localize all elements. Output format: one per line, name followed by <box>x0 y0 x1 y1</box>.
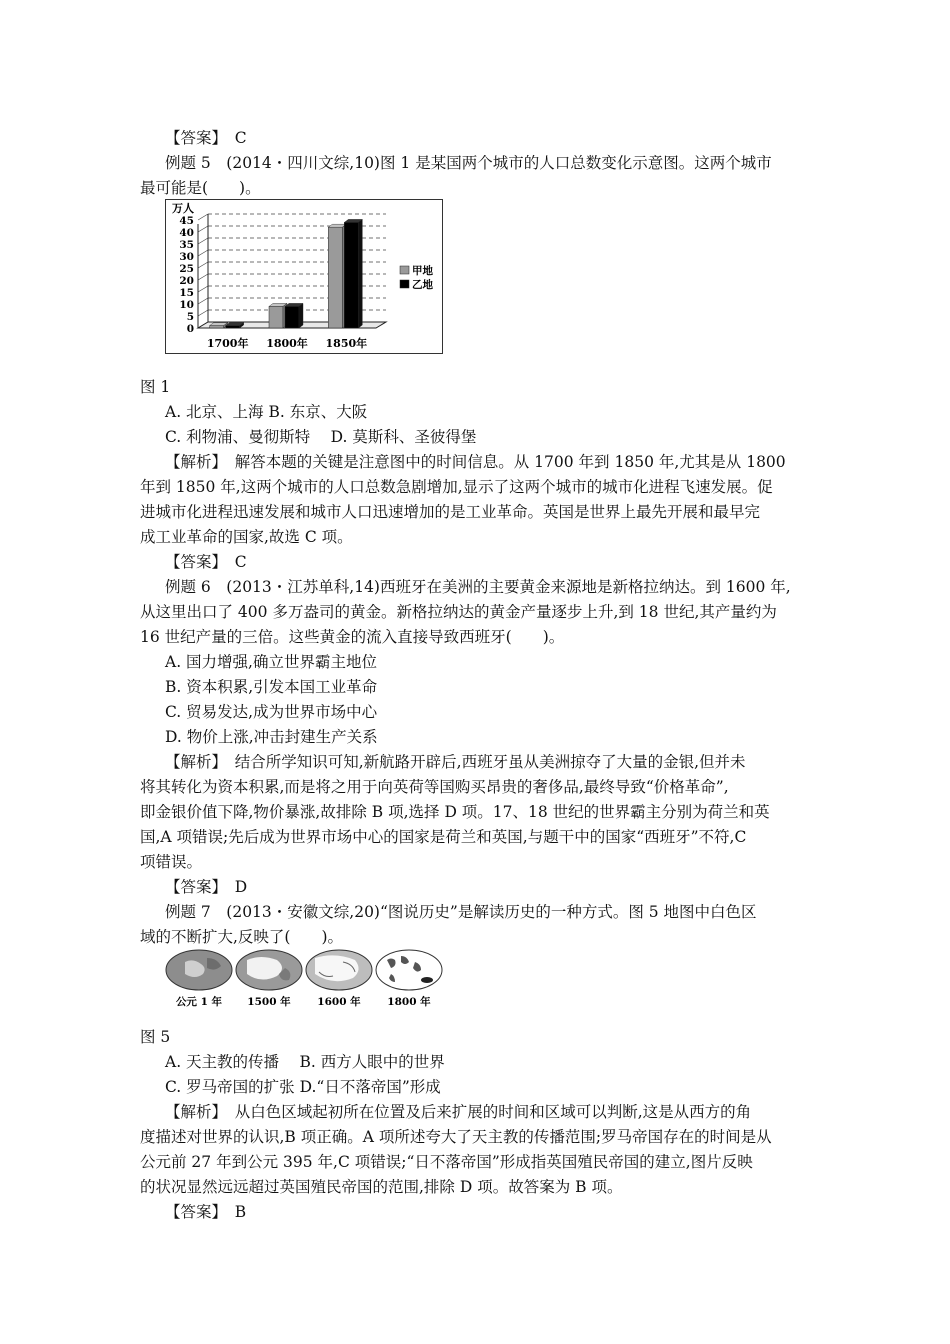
map-label-1: 公元 1 年 <box>175 996 223 1008</box>
x-tick-label: 1850年 <box>325 337 368 350</box>
bar-甲地-1700年 <box>210 326 224 328</box>
example-6-answer: 【答案】 D <box>165 878 248 896</box>
example-7-question-1: 例题 7 (2013・安徽文综,20)“图说历史”是解读历史的一种方式。图 5 地图中白色区 <box>165 903 757 921</box>
map-year-1800 <box>376 950 442 990</box>
map-label-2: 1500 年 <box>247 996 291 1008</box>
legend-swatch-乙地 <box>400 280 409 288</box>
y-tick-mark <box>198 238 208 244</box>
example-7-analysis-3: 公元前 27 年到公元 395 年,C 项错误;“日不落帝国”形成指英国殖民帝国的建立,图片反映 <box>140 1153 753 1171</box>
y-tick-mark <box>198 298 208 304</box>
example-7-analysis-1: 【解析】 从白色区域起初所在位置及后来扩展的时间和区域可以判断,这是从西方的角 <box>165 1103 752 1121</box>
world-maps <box>165 948 449 1010</box>
example-6-question-3: 16 世纪产量的三倍。这些黄金的流入直接导致西班牙( )。 <box>140 628 565 646</box>
bar-甲地-1850年 <box>328 227 342 328</box>
x-tick-label: 1800年 <box>266 337 308 350</box>
legend-label-乙地: 乙地 <box>412 279 433 291</box>
x-tick-label: 1700年 <box>206 337 249 350</box>
y-tick-label: 0 <box>186 323 194 335</box>
figure-1-chart <box>165 199 443 354</box>
example-6-option-d: D. 物价上涨,冲击封建生产关系 <box>165 728 378 746</box>
y-tick-label: 35 <box>179 239 194 251</box>
example-5-analysis-2: 年到 1850 年,这两个城市的人口总数急剧增加,显示了这两个城市的城市化进程飞速发展。促 <box>140 478 773 496</box>
example-5-analysis-3: 进城市化进程迅速发展和城市人口迅速增加的是工业革命。英国是世界上最先开展和最早完 <box>140 503 761 521</box>
example-5-answer: 【答案】 C <box>165 553 247 571</box>
example-7-analysis-4: 的状况显然远远超过英国殖民帝国的范围,排除 D 项。故答案为 B 项。 <box>140 1178 623 1196</box>
y-tick-label: 40 <box>179 227 194 239</box>
y-tick-mark <box>198 214 208 220</box>
bar-乙地-1700年 <box>226 326 240 328</box>
y-tick-label: 45 <box>179 215 194 227</box>
bar-chart <box>166 200 442 353</box>
answer-line-4: 【答案】 C <box>165 129 247 147</box>
y-tick-mark <box>198 286 208 292</box>
example-6-analysis-2: 将其转化为资本积累,而是将之用于向英荷等国购买昂贵的奢侈品,最终导致“价格革命”, <box>140 778 729 796</box>
example-6-option-a: A. 国力增强,确立世界霸主地位 <box>165 653 377 671</box>
y-axis-label: 万人 <box>172 202 194 215</box>
y-tick-mark <box>198 250 208 256</box>
example-7-answer: 【答案】 B <box>165 1203 247 1221</box>
example-7-options-cd: C. 罗马帝国的扩张 D.“日不落帝国”形成 <box>165 1078 441 1096</box>
bar-side <box>299 303 303 328</box>
map-year-1500 <box>236 950 302 990</box>
figure-5-maps <box>165 948 449 1010</box>
example-7-analysis-2: 度描述对世界的认识,B 项正确。A 项所述夸大了天主教的传播范围;罗马帝国存在的时间是从 <box>140 1128 772 1146</box>
y-tick-label: 30 <box>179 251 194 263</box>
y-tick-label: 5 <box>186 311 194 323</box>
y-tick-label: 10 <box>179 299 194 311</box>
y-tick-label: 25 <box>179 263 194 275</box>
example-7-question-2: 域的不断扩大,反映了( )。 <box>140 928 344 946</box>
bar-乙地-1850年 <box>344 222 358 328</box>
example-5-options-cd: C. 利物浦、曼彻斯特 D. 莫斯科、圣彼得堡 <box>165 428 477 446</box>
example-5-analysis-1: 【解析】 解答本题的关键是注意图中的时间信息。从 1700 年到 1850 年,尤其是从 1800 <box>165 453 786 471</box>
map-year-1 <box>166 950 232 990</box>
y-tick-mark <box>198 262 208 268</box>
example-6-question-2: 从这里出口了 400 多万盎司的黄金。新格拉纳达的黄金产量逐步上升,到 18 世纪,其产量约为 <box>140 603 777 621</box>
example-6-analysis-5: 项错误。 <box>140 853 203 871</box>
y-tick-mark <box>198 310 208 316</box>
y-tick-mark <box>198 226 208 232</box>
map-label-4: 1800 年 <box>387 996 431 1008</box>
legend-swatch-甲地 <box>400 266 409 274</box>
example-6-option-c: C. 贸易发达,成为世界市场中心 <box>165 703 378 721</box>
map-label-3: 1600 年 <box>317 996 361 1008</box>
example-5-question: 例题 5 (2014・四川文综,10)图 1 是某国两个城市的人口总数变化示意图。这两个城市 <box>165 154 772 172</box>
y-tick-label: 15 <box>179 287 194 299</box>
example-5-question-cont: 最可能是( )。 <box>140 179 261 197</box>
example-6-question-1: 例题 6 (2013・江苏单科,14)西班牙在美洲的主要黄金来源地是新格拉纳达。到 1600 年, <box>165 578 791 596</box>
example-6-option-b: B. 资本积累,引发本国工业革命 <box>165 678 378 696</box>
example-6-analysis-4: 国,A 项错误;先后成为世界市场中心的国家是荷兰和英国,与题干中的国家“西班牙”不符,C <box>140 828 747 846</box>
example-5-options-ab: A. 北京、上海 B. 东京、大阪 <box>165 403 368 421</box>
bar-乙地-1800年 <box>285 306 299 328</box>
figure-1-caption: 图 1 <box>140 378 171 396</box>
example-7-options-ab: A. 天主教的传播 B. 西方人眼中的世界 <box>165 1053 445 1071</box>
y-tick-mark <box>198 274 208 280</box>
legend-label-甲地: 甲地 <box>412 265 433 277</box>
figure-5-caption: 图 5 <box>140 1028 171 1046</box>
y-tick-label: 20 <box>179 275 194 287</box>
example-5-analysis-4: 成工业革命的国家,故选 C 项。 <box>140 528 353 546</box>
example-6-analysis-1: 【解析】 结合所学知识可知,新航路开辟后,西班牙虽从美洲掠夺了大量的金银,但并未 <box>165 753 746 771</box>
example-6-analysis-3: 即金银价值下降,物价暴涨,故排除 B 项,选择 D 项。17、18 世纪的世界霸主分别为荷兰和英 <box>140 803 770 821</box>
bar-side <box>358 219 362 328</box>
map-year-1600 <box>306 950 372 990</box>
bar-甲地-1800年 <box>269 306 283 328</box>
